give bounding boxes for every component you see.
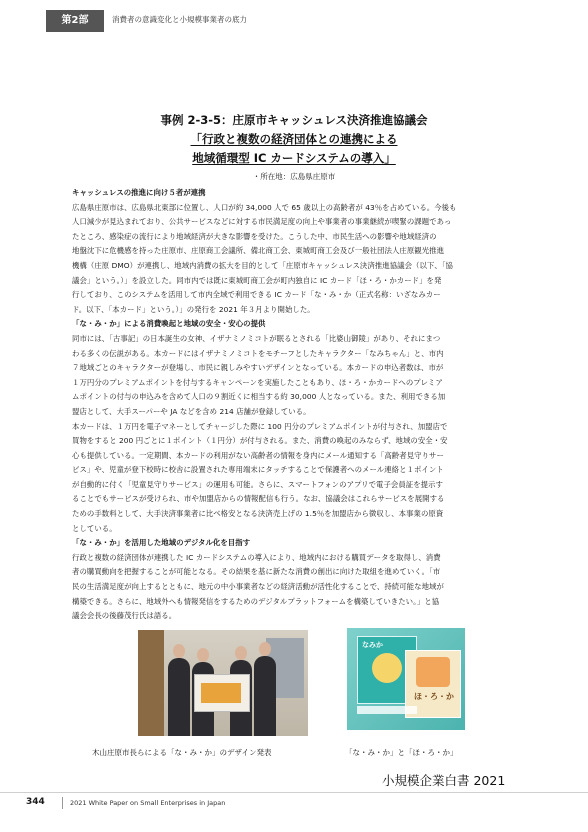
text-line: １万円分のプレミアムポイントを付与するキャンペーンを実施したこともあり、ほ・ろ・かカードへのプレミア <box>72 377 443 387</box>
footer-publication: 2021 White Paper on Small Enterprises in Japan <box>70 799 226 807</box>
horoka-card-text: ほ・ろ・か <box>414 692 454 701</box>
footer-divider <box>0 792 588 793</box>
part-title: 消費者の意識変化と小規模事業者の底力 <box>112 15 247 24</box>
photo-person <box>168 658 190 736</box>
text-line: 議会会長の後藤茂行氏は語る。 <box>72 611 177 621</box>
text-line: 買物をすると 200 円ごとに１ポイント（１円分）が付与される。また、消費の喚起のみならず、地域の安全・安 <box>72 436 448 446</box>
text-line: ムポイントの付与の申込みを含めて人口の９割近くに相当する約 30,000 人となっている。また、利用できる加 <box>72 392 446 402</box>
text-line: 盟店として、大手スーパーや JA などを含め 214 店舗が登録している。 <box>72 406 311 416</box>
text-line: 同市には、「古事記」の日本誕生の女神、イザナミノミコトが眠るとされる「比婆山御陵」があり、それにまつ <box>72 333 441 343</box>
article-body <box>72 186 520 624</box>
section-heading: 「な・み・か」を活用した地域のデジタル化を目指す <box>72 538 251 548</box>
location: ・所在地：広島県庄原市 <box>252 172 336 181</box>
text-line: としている。 <box>72 523 117 533</box>
paragraph <box>72 332 520 536</box>
part-tab: 第2部 <box>46 10 104 32</box>
photo-board-art <box>201 683 241 703</box>
text-line: 議会」という。）」を設立した。同市内では既に東城町商工会が町内独自に IC カード「ほ・ろ・かカード」を発 <box>72 275 442 285</box>
paragraph <box>72 551 520 624</box>
text-line: たところ、感染症の流行により地域経済が大きな影響を受けた。こうした中、市民生活への影響や地域経済の <box>72 231 437 241</box>
text-line: が自動的に付く「児童見守りサービス」の運用も可能。さらに、スマートフォンのアプリで電子会員証を提示す <box>72 479 443 489</box>
page-header <box>0 0 588 26</box>
text-line: 行政と複数の経済団体が連携した IC カードシステムの導入により、地域内における購買データを取得し、消費 <box>72 552 441 562</box>
card-stripe <box>357 706 417 714</box>
text-line: 広島県庄原市は、広島県北東部に位置し、人口が約 34,000 人で 65 歳以上の高齢者が 43％を占めている。今後も <box>72 202 457 212</box>
namika-card-text: なみか <box>362 641 383 649</box>
text-line: 構築できる。さらに、地域外へも情報発信をするためのデジタルプラットフォームを構築していきたい。」と協 <box>72 596 440 606</box>
horoka-card-art <box>416 657 450 687</box>
text-line: ７地域ごとのキャラクターが登場し、市民に親しみやすいデザインとなっている。本カードの申込者数は、市が <box>72 363 444 373</box>
text-line: 人口減少が見込まれており、公共サービスなどに対する市民満足度の向上や事業者の事業継続が喫緊の課題であっ <box>72 217 452 227</box>
text-line: 本カードは、１万円を電子マネーとしてチャージした際に 100 円分のプレミアムポイントが付与され、加盟店で <box>72 421 448 431</box>
photo-person-head <box>173 644 185 658</box>
text-line: 心も提供している。一定期間、本カードの利用がない高齢者の情報を身内にメール通知する「高齢者見守りサー <box>72 450 444 460</box>
section-heading: 「な・み・か」による消費喚起と地域の安全・安心の提供 <box>72 319 266 329</box>
text-line: 地盤沈下に危機感を持った庄原市、庄原商工会議所、備北商工会、東城町商工会及び一般社団法人庄原観光推進 <box>72 246 445 256</box>
photo-caption-2: 「な・み・か」と「ほ・ろ・か」 <box>345 748 458 757</box>
photo-bookshelf <box>138 630 164 736</box>
text-line: 者の購買動向を把握することが可能となる。その結果を基に新たな消費の創出に向けた取組を進めていく。「市 <box>72 567 441 577</box>
character-face-icon <box>372 653 402 683</box>
text-line: 機構（庄原 DMO）が連携し、地域内消費の拡大を目的として「庄原市キャッシュレス決済推進協議会（以下、「協 <box>72 260 453 270</box>
book-title-watermark: 小規模企業白書 2021 <box>382 773 506 788</box>
case-subtitle-line2: 地域循環型 IC カードシステムの導入」 <box>192 151 396 165</box>
photo-person-head <box>259 642 271 656</box>
photo-design-announcement <box>138 630 308 736</box>
text-line: 民の生活満足度が向上するとともに、地元の中小事業者などの経済活動が活性化することで、持続可能な地域が <box>72 582 444 592</box>
section-heading: キャッシュレスの推進に向け５者が連携 <box>72 188 206 197</box>
case-subtitle-line1: 「行政と複数の経済団体との連携による <box>190 132 398 146</box>
text-line: 行しており、このシステムを活用して市内全域で利用できる IC カード「な・み・か（正式名称：いざなみカー <box>72 290 441 300</box>
photo-caption-1: 木山庄原市長らによる「な・み・か」のデザイン発表 <box>92 748 272 757</box>
paragraph <box>72 201 520 318</box>
photo-person-head <box>197 648 209 662</box>
photo-ic-cards <box>347 628 465 730</box>
photo-person <box>254 656 276 736</box>
text-line: わる多くの伝説がある。本カードにはイザナミノミコトをモチーフとしたキャラクター「なみちゃん」と、市内 <box>72 348 444 358</box>
page-number: 344 <box>26 797 45 807</box>
text-line: ることでもサービスが受けられ、市や加盟店からの情報配信も行う。なお、協議会はこれらサービスを展開する <box>72 494 445 504</box>
photo-design-board <box>194 674 250 712</box>
text-line: ビス」や、児童が登下校時に校舎に設置された専用端末にタッチすることで保護者へのメール連絡と１ポイント <box>72 465 444 475</box>
text-line: ための手数料として、大手決済事業者に比べ格安となる決済売上げの 1.5％を加盟店から徴収し、本事業の原資 <box>72 509 444 519</box>
photo-person-head <box>235 646 247 660</box>
footer-separator <box>62 797 63 809</box>
text-line: ド。以下、「本カード」という。）」の発行を 2021 年３月より開始した。 <box>72 304 315 314</box>
case-title: 事例 2-3-5：庄原市キャッシュレス決済推進協議会 <box>160 113 428 127</box>
